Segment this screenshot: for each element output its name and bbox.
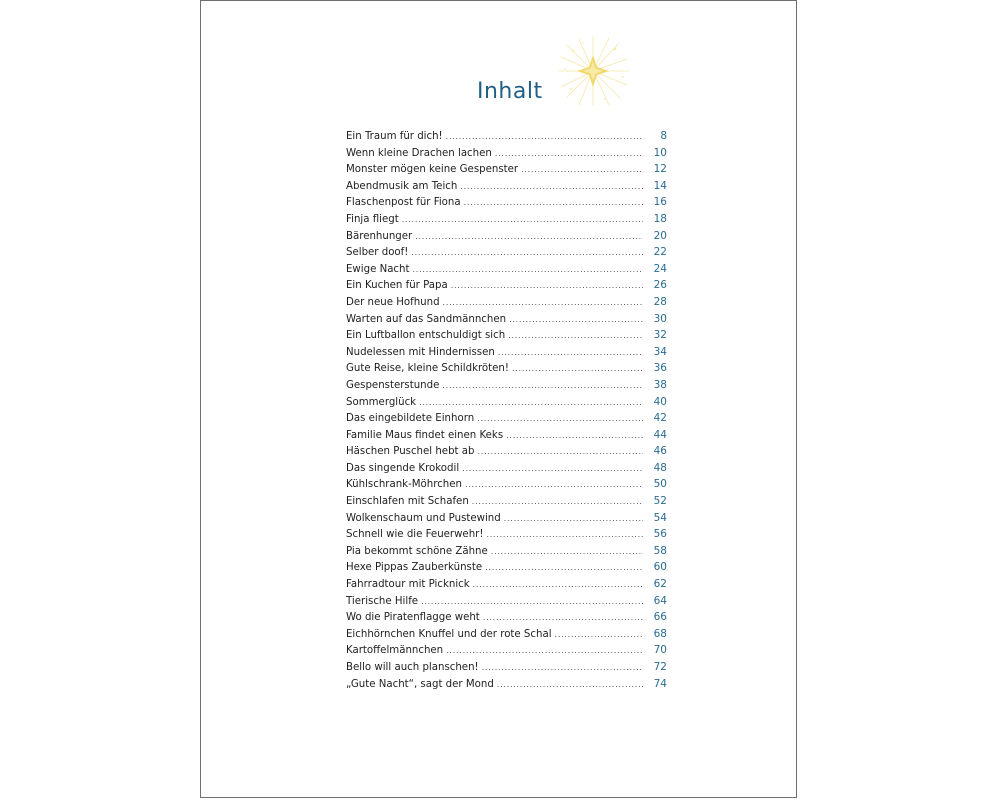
toc-entry [346,528,667,545]
toc-entry [346,346,667,363]
toc-entry [346,246,667,263]
toc-entry-title: Das eingebildete Einhorn [346,413,475,425]
toc-entry-title: Gute Reise, kleine Schildkröten! [346,363,509,375]
toc-entry [346,329,667,346]
page-title: Inhalt [477,79,543,104]
toc-entry [346,230,667,247]
toc-leader-dots [498,348,643,357]
toc-entry [346,611,667,628]
toc-entry-page-number: 36 [653,362,667,375]
toc-entry [346,180,667,197]
toc-entry [346,130,667,147]
toc-leader-dots [446,646,643,655]
toc-leader-dots [478,447,644,456]
toc-entry [346,213,667,230]
toc-leader-dots [485,563,643,572]
toc-entry [346,678,667,695]
toc-entry-page-number: 62 [653,578,667,591]
toc-entry [346,263,667,280]
toc-entry [346,561,667,578]
toc-entry-title: Ein Kuchen für Papa [346,280,448,292]
toc-leader-dots [411,248,643,257]
toc-entry-title: Wo die Piratenflagge weht [346,612,480,624]
sparkle-star-icon [553,31,633,111]
toc-entry-page-number: 14 [653,179,667,192]
toc-entry-title: Ewige Nacht [346,263,410,275]
toc-entry-page-number: 70 [653,644,667,657]
toc-leader-dots [464,198,643,207]
toc-entry [346,396,667,413]
toc-leader-dots [446,132,643,141]
toc-entry [346,379,667,396]
toc-entry-title: Wenn kleine Drachen lachen [346,147,492,159]
toc-entry [346,478,667,495]
toc-entry-title: Fahrradtour mit Picknick [346,579,470,591]
toc-entry-page-number: 52 [653,495,667,508]
toc-leader-dots [504,514,643,523]
toc-entry-page-number: 58 [653,544,667,557]
toc-entry-title: Sommerglück [346,396,417,408]
toc-entry-page-number: 60 [653,561,667,574]
toc-entry [346,147,667,164]
toc-entry [346,512,667,529]
toc-entry [346,196,667,213]
toc-entry-title: Kühlschrank-Möhrchen [346,479,462,491]
toc-leader-dots [491,547,643,556]
toc-leader-dots [477,414,643,423]
toc-entry-title: Schnell wie die Feuerwehr! [346,529,484,541]
toc-leader-dots [473,580,643,589]
toc-entry-title: Monster mögen keine Gespenster [346,164,519,176]
toc-leader-dots [508,331,643,340]
toc-entry-page-number: 32 [653,329,667,342]
toc-entry [346,644,667,661]
toc-leader-dots [555,630,643,639]
toc-leader-dots [443,298,643,307]
toc-entry-title: Bello will auch planschen! [346,662,479,673]
toc-entry [346,279,667,296]
toc-entry [346,313,667,330]
toc-entry [346,595,667,612]
toc-entry [346,462,667,479]
toc-entry-page-number: 40 [653,395,667,408]
toc-entry-page-number: 28 [653,295,667,308]
toc-leader-dots [451,281,643,290]
toc-entry-title: „Gute Nacht“, sagt der Mond [346,678,494,690]
toc-leader-dots [486,530,643,539]
toc-leader-dots [419,398,643,407]
toc-leader-dots [483,613,643,622]
toc-entry [346,495,667,512]
toc-leader-dots [415,232,643,241]
toc-leader-dots [506,431,643,440]
toc-entry-page-number: 10 [653,146,667,159]
toc-leader-dots [482,663,643,672]
toc-leader-dots [472,497,643,506]
toc-entry-page-number: 16 [653,196,667,209]
toc-entry-page-number: 26 [653,279,667,292]
toc-entry [346,661,667,678]
toc-entry-page-number: 54 [653,511,667,524]
toc-entry-page-number: 64 [653,594,667,607]
toc-entry-page-number: 50 [653,478,667,491]
toc-entry [346,296,667,313]
toc-entry-title: Wolkenschaum und Pustewind [346,512,501,524]
toc-entry [346,628,667,645]
toc-entry-page-number: 42 [653,412,667,425]
toc-entry-page-number: 24 [653,262,667,275]
toc-entry-title: Eichhörnchen Knuffel und der rote Schal [346,628,552,640]
toc-entry [346,429,667,446]
toc-entry-page-number: 22 [653,246,667,259]
toc-entry-page-number: 34 [653,345,667,358]
table-of-contents [346,130,667,694]
toc-entry-title: Kartoffelmännchen [346,645,444,657]
toc-entry [346,412,667,429]
toc-entry-page-number: 18 [653,212,667,225]
toc-entry-page-number: 46 [653,445,667,458]
toc-leader-dots [509,315,643,324]
toc-entry-page-number: 56 [653,528,667,541]
toc-leader-dots [413,265,644,274]
toc-leader-dots [421,597,643,606]
toc-entry-title: Einschlafen mit Schafen [346,496,469,508]
toc-entry-title: Nudelessen mit Hindernissen [346,346,495,358]
toc-entry-title: Flaschenpost für Fiona [346,197,461,209]
toc-leader-dots [495,149,643,158]
toc-entry [346,578,667,595]
toc-entry-title: Pia bekommt schöne Zähne [346,545,488,557]
toc-leader-dots [460,182,643,191]
toc-entry-page-number: 48 [653,461,667,474]
toc-entry [346,163,667,180]
toc-entry-title: Hexe Pippas Zauberkünste [346,562,483,574]
toc-entry-page-number: 20 [653,229,667,242]
toc-entry-page-number: 74 [653,677,667,690]
toc-entry-title: Finja fliegt [346,213,399,225]
toc-entry [346,445,667,462]
toc-leader-dots [442,381,643,390]
toc-entry-title: Häschen Puschel hebt ab [346,446,475,458]
toc-entry-page-number: 38 [653,378,667,391]
toc-entry-title: Das singende Krokodil [346,462,460,474]
toc-entry [346,545,667,562]
toc-entry-title: Ein Traum für dich! [346,131,443,142]
toc-entry-title: Abendmusik am Teich [346,180,458,192]
toc-entry-title: Selber doof! [346,247,409,259]
toc-leader-dots [465,480,643,489]
toc-entry-title: Gespensterstunde [346,379,440,391]
toc-leader-dots [402,215,643,224]
toc-entry-title: Der neue Hofhund [346,296,440,308]
toc-leader-dots [462,464,643,473]
book-page [200,0,797,798]
toc-entry-title: Warten auf das Sandmännchen [346,313,507,325]
toc-entry-page-number: 66 [653,611,667,624]
toc-entry-title: Ein Luftballon entschuldigt sich [346,330,506,342]
toc-leader-dots [497,680,643,689]
toc-leader-dots [512,364,643,373]
toc-entry-page-number: 30 [653,312,667,325]
toc-entry [346,362,667,379]
toc-entry-page-number: 12 [653,163,667,176]
toc-entry-page-number: 8 [660,130,667,142]
toc-entry-page-number: 72 [653,661,667,673]
toc-entry-page-number: 68 [653,627,667,640]
toc-entry-page-number: 44 [653,428,667,441]
toc-leader-dots [521,165,643,174]
toc-entry-title: Bärenhunger [346,230,413,242]
toc-entry-title: Tierische Hilfe [346,595,419,607]
toc-entry-title: Familie Maus findet einen Keks [346,429,504,441]
